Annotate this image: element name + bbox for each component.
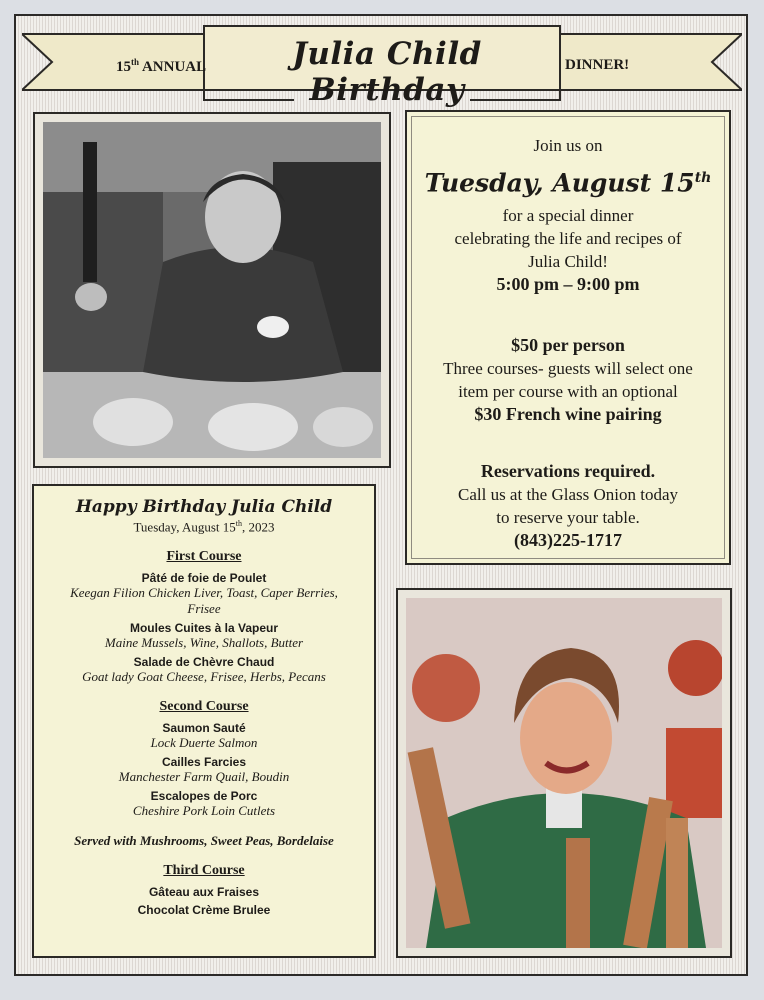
julia-child-color-photo [406,598,722,948]
info-line-1: for a special dinner [502,206,634,226]
second-course-title: Second Course [159,699,249,715]
third-course-title: Third Course [163,863,245,879]
info-line-3: Julia Child! [528,252,608,272]
annual-label: 15th ANNUAL [116,57,207,75]
dish-description: Lock Duerte Salmon [150,735,258,751]
banner [22,24,742,108]
dish-name: Salade de Chèvre Chaud [133,655,275,670]
event-date: Tuesday, August 15th [424,168,712,198]
dish-description: Goat lady Goat Cheese, Frisee, Herbs, Pecans [82,669,326,685]
menu-heading: Happy Birthday Julia Child [75,497,333,517]
photo-frame-bw [33,112,391,468]
price-line-1: Three courses- guests will select one [443,359,693,379]
event-info-panel [405,110,731,565]
phone-number: (843)225-1717 [514,530,622,551]
price-line-2: item per course with an optional [458,382,678,402]
dish-description: Cheshire Pork Loin Cutlets [132,803,276,819]
dish-name: Saumon Sauté [162,721,246,736]
info-line-2: celebrating the life and recipes of [454,229,682,249]
reservations-line-1: Call us at the Glass Onion today [457,485,679,505]
event-time: 5:00 pm – 9:00 pm [496,274,640,295]
dish-name: Gâteau aux Fraises [148,885,260,900]
menu-panel [32,484,376,958]
join-text: Join us on [533,136,603,155]
price-per-person: $50 per person [511,335,625,356]
photo-frame-color [396,588,732,958]
dish-description: Manchester Farm Quail, Boudin [118,769,290,785]
julia-child-bw-photo [43,122,381,458]
dish-name: Cailles Farcies [161,755,247,770]
dish-name: Pâté de foie de Poulet [141,571,267,586]
served-with-note: Served with Mushrooms, Sweet Peas, Bordelaise [74,833,334,849]
dish-name: Moules Cuites à la Vapeur [129,621,279,636]
dish-description: Maine Mussels, Wine, Shallots, Butter [104,635,304,651]
reservations-line-2: to reserve your table. [496,508,640,528]
dish-name: Escalopes de Porc [150,789,258,804]
reservations-title: Reservations required. [480,461,656,482]
first-course-title: First Course [166,549,242,565]
dinner-label: DINNER! [565,57,630,73]
dish-description: Keegan Filion Chicken Liver, Toast, Caper Berries, Frisee [70,585,338,617]
wine-pairing: $30 French wine pairing [474,404,662,425]
banner-title: Julia Child Birthday [292,36,482,108]
dish-name: Chocolat Crème Brulee [137,903,271,918]
menu-date: Tuesday, August 15th, 2023 [133,519,275,535]
